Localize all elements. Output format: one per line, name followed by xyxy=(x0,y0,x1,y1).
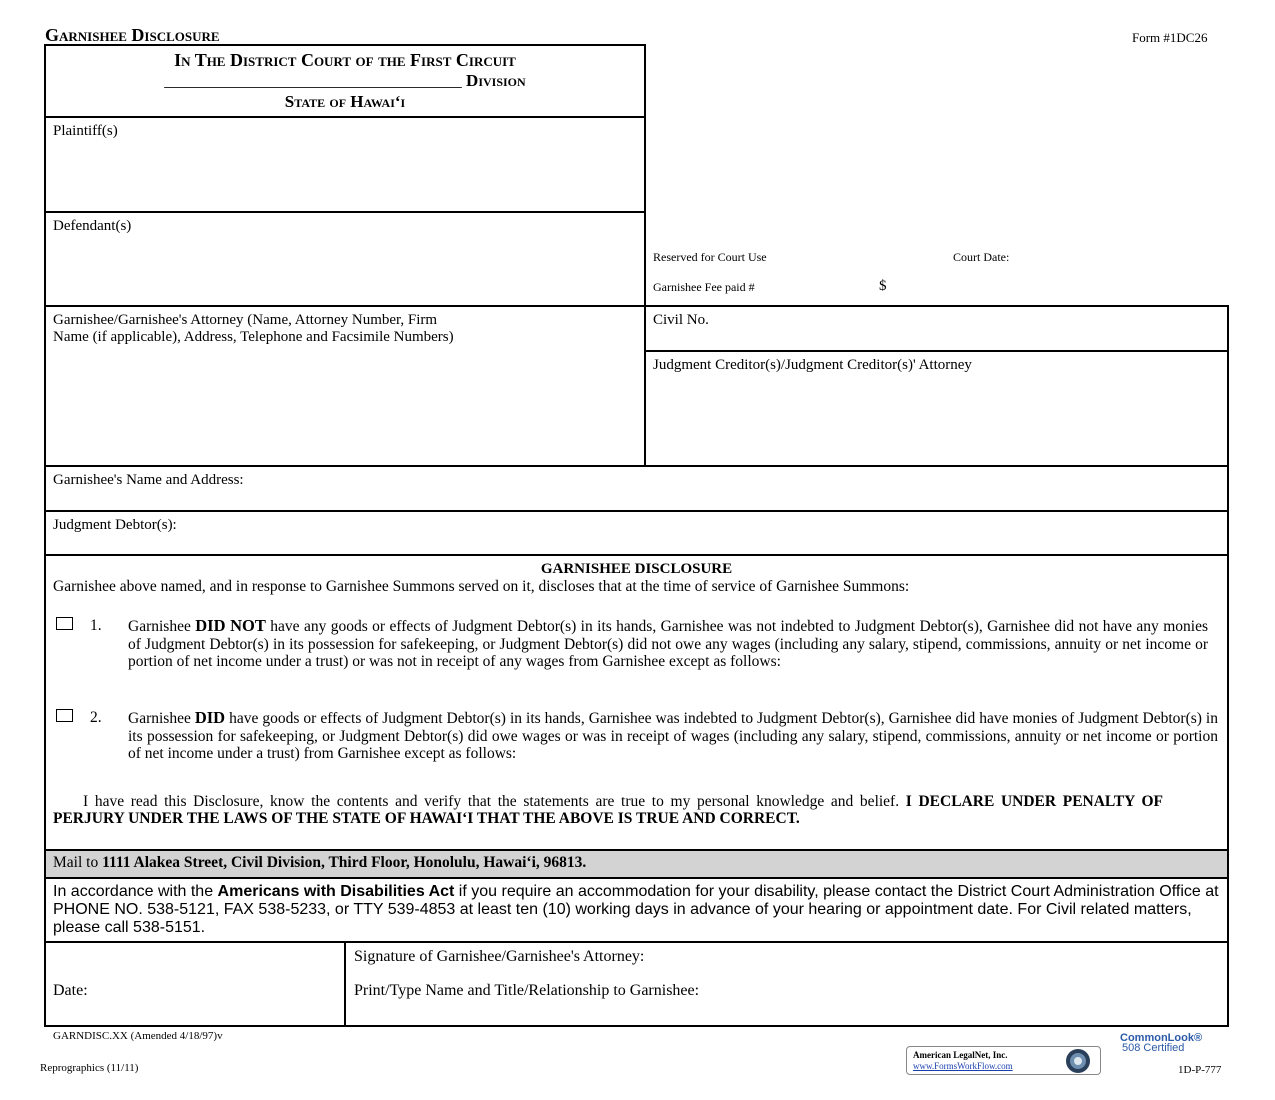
garnishee-name-label: Garnishee's Name and Address: xyxy=(53,472,244,488)
commonlook-logo: CommonLook® xyxy=(1120,1032,1203,1044)
reserved-label: Reserved for Court Use xyxy=(653,250,767,264)
globe-icon xyxy=(1065,1048,1091,1074)
judgment-debtor-label: Judgment Debtor(s): xyxy=(53,517,177,533)
form-code: GARNDISC.XX (Amended 4/18/97)v xyxy=(53,1030,223,1042)
court-date-label: Court Date: xyxy=(953,250,1010,264)
attorney-label-2: Name (if applicable), Address, Telephone and Facsimile Numbers) xyxy=(53,329,454,345)
defendant-label: Defendant(s) xyxy=(53,218,132,234)
plaintiff-label: Plaintiff(s) xyxy=(53,123,118,139)
judgment-creditor-field[interactable] xyxy=(646,377,1227,465)
print-name-field[interactable] xyxy=(848,978,1225,1004)
form-title: Garnishee Disclosure xyxy=(45,25,220,45)
checkbox-did[interactable] xyxy=(56,709,73,722)
signature-label: Signature of Garnishee/Garnishee's Attorney: xyxy=(354,948,645,965)
ada-notice: In accordance with the Americans with Disabilities Act if you require an accommodation for your disability, please contact the District Court Administration Office at PHONE NO. 538-5121, FAX 538-5233, or TTY 539-4853 at least ten (10) working days in advance of your hearing or appointment date. For Civil related matters, please call 538-5151. xyxy=(53,883,1219,936)
plaintiff-field[interactable] xyxy=(46,142,644,209)
division-blank[interactable]: ___________________________________ xyxy=(164,71,462,90)
disclosure-heading: GARNISHEE DISCLOSURE xyxy=(540,561,733,577)
court-name: In The District Court of the First Circuit xyxy=(174,50,516,70)
form-id: 1D-P-777 xyxy=(1178,1064,1222,1076)
item1-number: 1. xyxy=(90,617,102,634)
disclosure-intro: Garnishee above named, and in response to Garnishee Summons served on it, discloses that at the time of service of Garnishee Summons: xyxy=(53,578,910,595)
legalnet-badge[interactable] xyxy=(906,1046,1101,1075)
division-label: Division xyxy=(466,71,526,90)
judgment-creditor-label: Judgment Creditor(s)/Judgment Creditor(s)' Attorney xyxy=(653,357,972,373)
legalnet-url[interactable]: www.FormsWorkFlow.com xyxy=(913,1061,1013,1071)
checkbox-did-not[interactable] xyxy=(56,617,73,630)
attorney-field[interactable] xyxy=(46,350,644,465)
state-name: State of Hawai‘i xyxy=(284,92,406,111)
dollar-sign: $ xyxy=(879,278,887,294)
item1-text: Garnishee DID NOT have any goods or effects of Judgment Debtor(s) in its hands, Garnishee was not indebted to Judgment Debtor(s), Garnishee did not have any monies of Judgment Debtor(s) in its possession for safekeeping, or Judgment Debtor(s) did not owe any wages (including any salary, stipend, commissions, annuity or net income or portion of net income under a trust) or was not in receipt of any wages from Garnishee except as follows: xyxy=(128,616,1208,670)
fee-paid-label: Garnishee Fee paid # xyxy=(653,280,755,294)
legalnet-name: American LegalNet, Inc. xyxy=(913,1050,1008,1060)
certified-label: 508 Certified xyxy=(1122,1042,1185,1054)
date-field[interactable] xyxy=(100,978,340,1002)
item2-text: Garnishee DID have goods or effects of Judgment Debtor(s) in its hands, Garnishee was indebted to Judgment Debtor(s), Garnishee did have monies of Judgment Debtor(s) in its possession for safekeeping, or Judgment Debtor(s) did owe wages or was in receipt of wages (including any salary, stipend, commissions, annuity or net income or portion of net income under a trust) from Garnishee except as follows: xyxy=(128,708,1218,762)
date-label: Date: xyxy=(53,982,88,999)
declaration: I have read this Disclosure, know the contents and verify that the statements are true to my personal knowledge and belief. I DECLARE UNDER PENALTY OF PERJURY UNDER THE LAWS OF THE STATE OF HAWAI‘I THAT THE ABOVE IS TRUE AND CORRECT. xyxy=(53,793,1164,827)
attorney-label-1: Garnishee/Garnishee's Attorney (Name, Attorney Number, Firm xyxy=(53,312,438,328)
form-number: Form #1DC26 xyxy=(1132,30,1208,45)
print-name-label: Print/Type Name and Title/Relationship to Garnishee: xyxy=(354,982,700,999)
mail-line: Mail to 1111 Alakea Street, Civil Division, Third Floor, Honolulu, Hawai‘i, 96813. xyxy=(53,854,587,871)
garnishee-name-field[interactable] xyxy=(320,468,1225,508)
judgment-debtor-field[interactable] xyxy=(225,513,1225,552)
reprographics: Reprographics (11/11) xyxy=(40,1062,139,1074)
defendant-field[interactable] xyxy=(46,238,644,303)
item2-number: 2. xyxy=(90,709,102,726)
civil-no-field[interactable] xyxy=(720,309,1225,347)
division-line xyxy=(44,71,646,91)
signature-field[interactable] xyxy=(770,944,1225,970)
civil-no-label: Civil No. xyxy=(653,312,709,328)
